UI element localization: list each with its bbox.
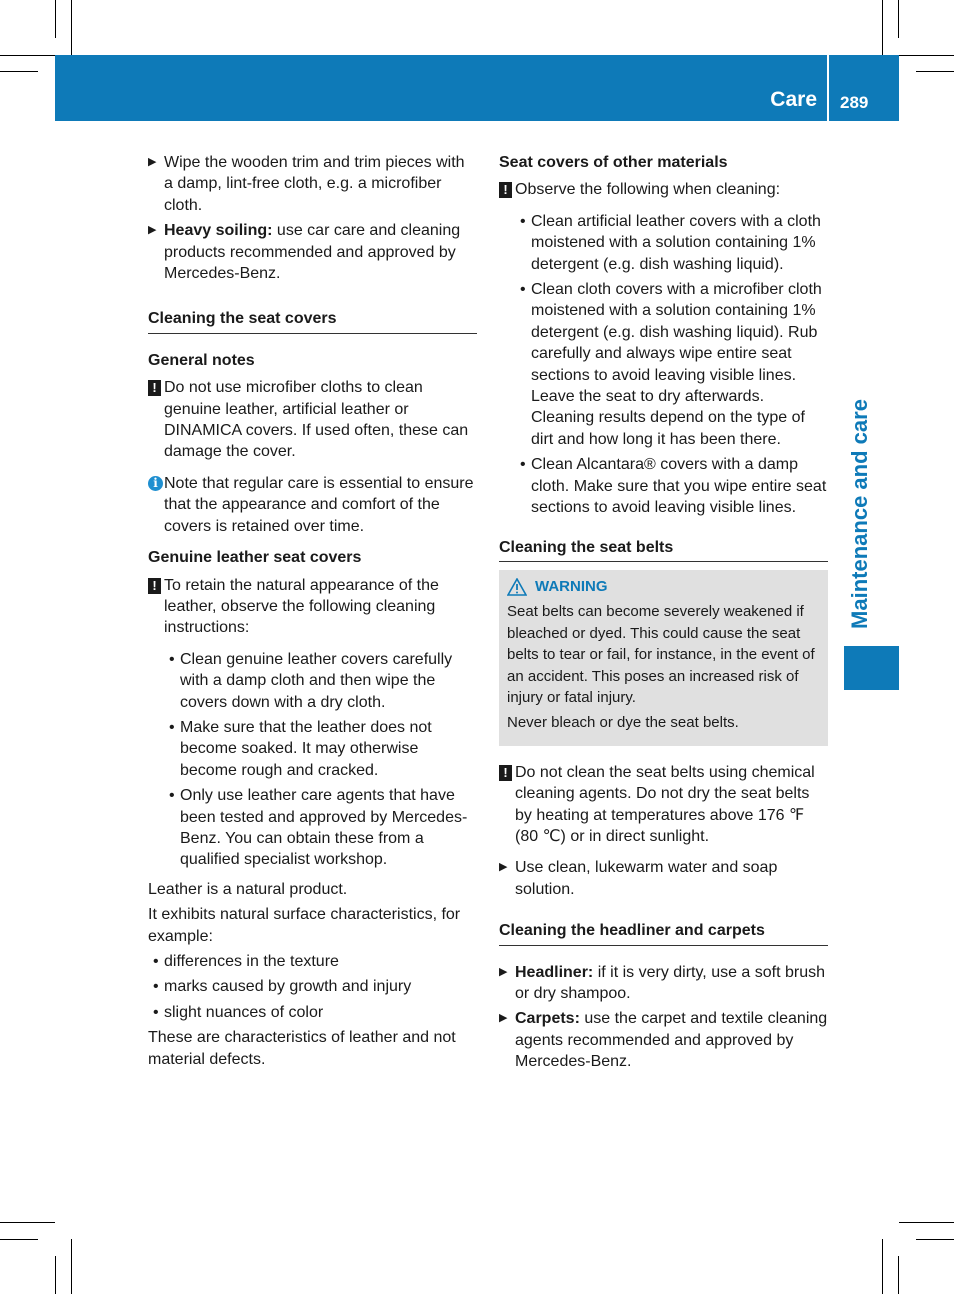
paragraph: Leather is a natural product. [148, 880, 348, 898]
crop-mark [0, 55, 55, 56]
crop-mark [71, 0, 72, 55]
warning-box [499, 570, 828, 746]
instruction-step [499, 962, 828, 1005]
crop-mark [0, 1239, 38, 1240]
caution-note [499, 179, 828, 200]
caution-text: Do not clean the seat belts using chemical cleaning agents. Do not dry the seat belts by heating at temperatures above 176 ℉ (80 ℃) or in direct sunlight. [515, 763, 815, 845]
list-item: • differences in the texture [148, 951, 477, 972]
crop-mark [916, 1239, 954, 1240]
info-note [148, 473, 477, 537]
exclamation-icon: ! [499, 182, 512, 198]
caution-text: Observe the following when cleaning: [515, 181, 781, 199]
crop-mark [899, 1222, 954, 1223]
info-text: Note that regular care is essential to ensure that the appearance and comfort of the covers is retained over time. [164, 474, 474, 535]
step-text: Wipe the wooden trim and trim pieces with a damp, lint-free cloth, e.g. a microfiber cloth. [164, 154, 465, 214]
list-item: • Clean cloth covers with a microfiber cloth moistened with a solution containing 1% detergent (e.g. dish washing liquid). Rub carefully and always wipe entire seat sections to avoid leaving visible lines. Leave the seat to dry afterwards. Cleaning results depend on the type of dirt and how long it has been there. [515, 279, 828, 450]
header-divider [827, 55, 829, 121]
list-item: • Only use leather care agents that have been tested and approved by Mercedes-Benz. You can obtain these from a qualified specialist workshop. [164, 785, 477, 871]
side-chapter-title: Maintenance and care [847, 399, 872, 629]
crop-mark [882, 1239, 883, 1294]
bullet-list [515, 211, 828, 519]
right-column [499, 152, 828, 1077]
left-column [148, 152, 477, 1074]
step-text: Use clean, lukewarm water and soap solution. [515, 859, 778, 898]
list-item: • marks caused by growth and injury [148, 976, 477, 997]
exclamation-icon: ! [148, 578, 161, 594]
caution-text: To retain the natural appearance of the leather, observe the following cleaning instructions: [164, 576, 439, 637]
list-item: • Clean Alcantara® covers with a damp cloth. Make sure that you wipe entire seat sections to avoid leaving visible lines. [515, 454, 828, 518]
arrow-icon: ▶ [148, 224, 157, 237]
list-item: • Clean genuine leather covers carefully with a damp cloth and then wipe the covers down with a dry cloth. [164, 649, 477, 713]
list-item: • Make sure that the leather does not become soaked. It may otherwise become rough and cracked. [164, 717, 477, 781]
paragraph: It exhibits natural surface characteristics, for example: [148, 906, 461, 945]
warning-text: Never bleach or dye the seat belts. [507, 714, 739, 732]
bullet-list [148, 951, 477, 1023]
warning-header [507, 576, 820, 597]
crop-mark [882, 0, 883, 55]
paragraph: These are characteristics of leather and not material defects. [148, 1029, 456, 1068]
caution-note [148, 377, 477, 463]
crop-mark [0, 1222, 55, 1223]
section-heading: Cleaning the seat belts [499, 537, 828, 562]
step-label: Heavy soiling: [164, 222, 273, 240]
exclamation-icon: ! [499, 765, 512, 781]
step-text: use car care and cleaning products recommended and approved by Mercedes-Benz. [164, 222, 461, 283]
caution-text: Do not use microfiber cloths to clean genuine leather, artificial leather or DINAMICA covers. If used often, these can damage the cover. [164, 379, 469, 461]
section-title: Care [770, 88, 817, 111]
bullet-list [164, 649, 477, 871]
exclamation-icon: ! [148, 380, 161, 396]
side-tab-marker [844, 646, 899, 690]
arrow-icon: ▶ [499, 861, 508, 874]
warning-text: Seat belts can become severely weakened if bleached or dyed. This could cause the seat belts to tear or fail, for instance, in the event of an accident. This poses an increased risk of injury or fatal injury. [507, 603, 815, 706]
crop-mark [898, 1256, 899, 1294]
instruction-step [499, 1008, 828, 1072]
caution-note [148, 575, 477, 639]
crop-mark [0, 71, 38, 72]
instruction-step [148, 152, 477, 216]
arrow-icon: ▶ [499, 1012, 508, 1025]
step-label: Carpets: [515, 1010, 580, 1028]
instruction-step [499, 857, 828, 900]
subheading: Seat covers of other materials [499, 154, 728, 171]
info-icon: i [148, 476, 163, 491]
step-label: Headliner: [515, 963, 594, 981]
crop-mark [916, 71, 954, 72]
step-text: use the carpet and textile cleaning agents recommended and approved by Mercedes-Benz. [515, 1010, 828, 1071]
subheading: Genuine leather seat covers [148, 549, 362, 567]
crop-mark [55, 0, 56, 38]
instruction-step [148, 220, 477, 284]
list-item: • Clean artificial leather covers with a cloth moistened with a solution containing 1% detergent (e.g. dish washing liquid). [515, 211, 828, 275]
crop-mark [55, 1256, 56, 1294]
crop-mark [898, 0, 899, 38]
page-number: 289 [840, 93, 869, 112]
arrow-icon: ▶ [499, 965, 508, 978]
crop-mark [71, 1239, 72, 1294]
step-text: if it is very dirty, use a soft brush or dry shampoo. [515, 963, 826, 1002]
list-item: • slight nuances of color [148, 1002, 477, 1023]
caution-note [499, 762, 828, 848]
crop-mark [899, 55, 954, 56]
warning-triangle-icon [507, 578, 527, 596]
section-heading: Cleaning the headliner and carpets [499, 920, 828, 945]
section-heading: Cleaning the seat covers [148, 308, 477, 333]
subheading: General notes [148, 351, 255, 369]
warning-title: WARNING [535, 577, 608, 595]
arrow-icon: ▶ [148, 156, 157, 168]
